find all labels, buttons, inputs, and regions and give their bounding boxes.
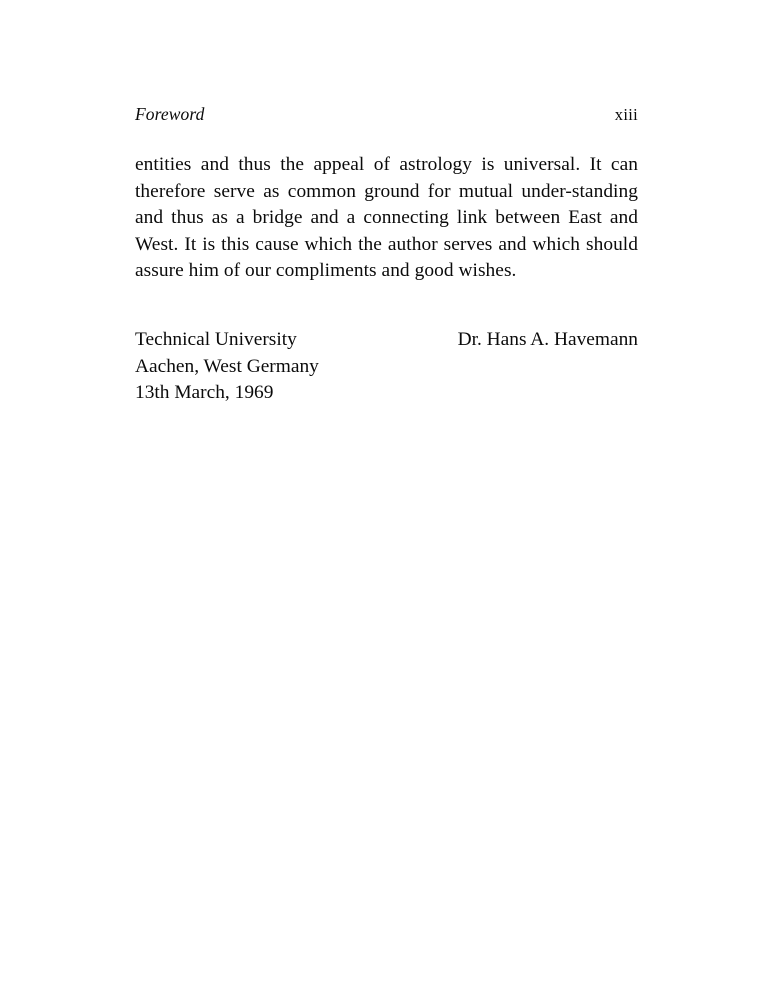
body-paragraph: entities and thus the appeal of astrology is universal. It can therefore serve as common ground for mutual under-standing and thus as a bridge and a connecting link between East and West. It is this cause which the author serves and which should assure him of our compliments and good wishes. (135, 154, 638, 281)
signature-institution: Technical University (135, 329, 297, 350)
signature-location: Aachen, West Germany (135, 355, 319, 377)
signature-first-row (135, 327, 638, 354)
body-text-column (135, 152, 638, 285)
signature-date: 13th March, 1969 (135, 382, 274, 403)
signature-author: Dr. Hans A. Havemann (457, 329, 638, 350)
running-head-title: Foreword (135, 104, 205, 124)
signature-block (135, 327, 638, 407)
page-number: xiii (614, 105, 638, 124)
running-head (135, 102, 638, 127)
